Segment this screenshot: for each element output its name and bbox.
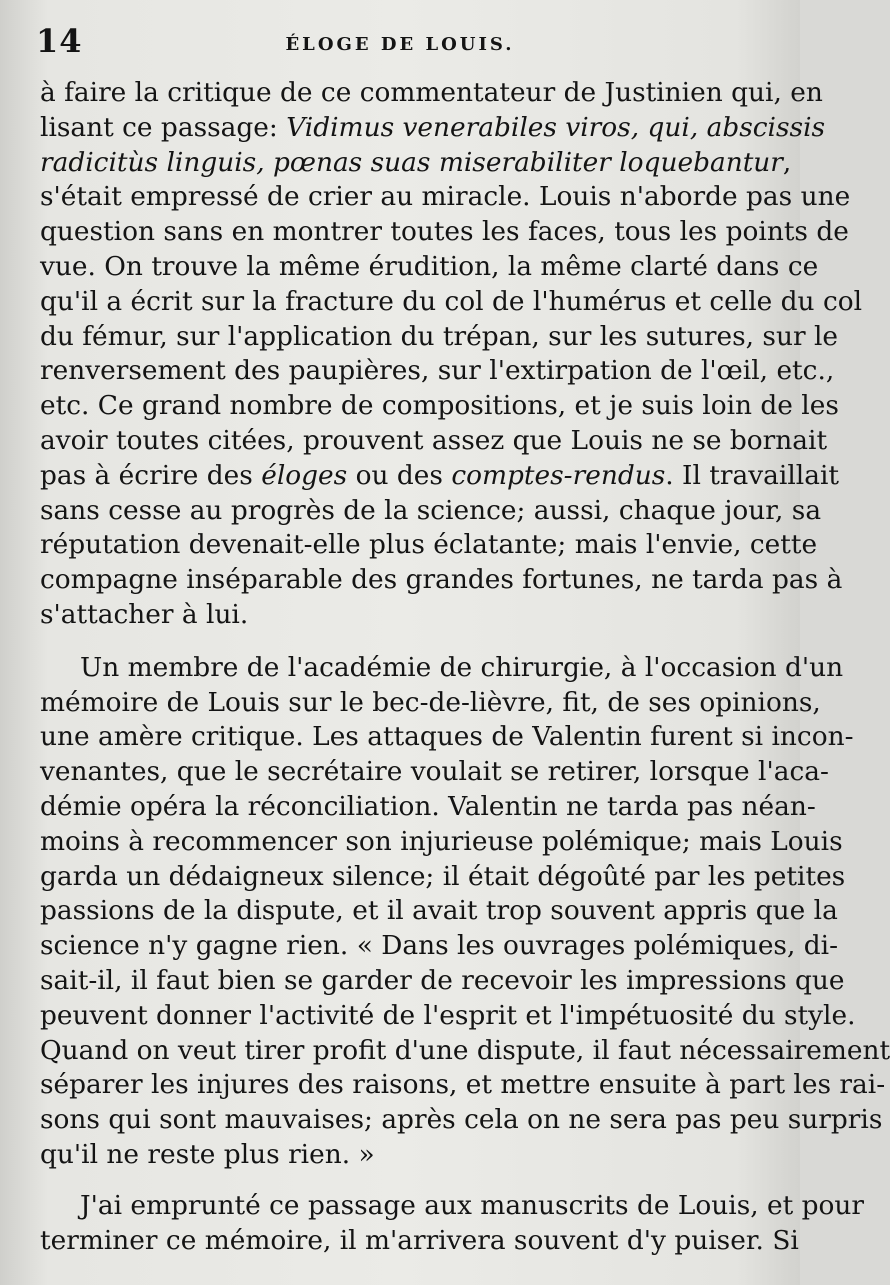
- body-text: [40, 76, 890, 1258]
- text-line: moins à recommencer son injurieuse polémique; mais Louis: [40, 825, 843, 857]
- text-line: sait-il, il faut bien se garder de recevoir les impressions que: [40, 964, 845, 996]
- text-line: s'était empressé de crier au miracle. Louis n'aborde pas une: [40, 181, 851, 213]
- text-line: terminer ce mémoire, il m'arrivera souvent d'y puiser. Si: [40, 1224, 799, 1256]
- text-line: s'attacher à lui.: [40, 598, 249, 630]
- text-line: séparer les injures des raisons, et mettre ensuite à part les rai-: [40, 1069, 886, 1101]
- latin-quote: Vidimus venerabiles viros, qui, abscissis: [286, 111, 826, 143]
- text-line: compagne inséparable des grandes fortunes, ne tarda pas à: [40, 564, 843, 596]
- text-line: etc. Ce grand nombre de compositions, et je suis loin de les: [40, 390, 839, 422]
- text-line: sons qui sont mauvaises; après cela on ne sera pas peu surpris: [40, 1104, 883, 1136]
- text-line: démie opéra la réconciliation. Valentin ne tarda pas néan-: [40, 790, 816, 822]
- text-line: vue. On trouve la même érudition, la même clarté dans ce: [40, 250, 819, 282]
- paragraph-3: [40, 1189, 865, 1259]
- text-line: science n'y gagne rien. « Dans les ouvrages polémiques, di-: [40, 930, 839, 962]
- text-line: passions de la dispute, et il avait trop souvent appris que la: [40, 895, 838, 927]
- text-line: avoir toutes citées, prouvent assez que Louis ne se bornait: [40, 424, 828, 456]
- text-line: mémoire de Louis sur le bec-de-lièvre, fit, de ses opinions,: [40, 686, 821, 718]
- latin-quote: radicitùs linguis, pœnas suas miserabiliter loquebantur: [40, 146, 783, 178]
- text-line: venantes, que le secrétaire voulait se retirer, lorsque l'aca-: [40, 756, 829, 788]
- text-line: Un membre de l'académie de chirurgie, à l'occasion d'un: [80, 651, 844, 683]
- text-line: lisant ce passage: Vidimus venerabiles viros, qui, abscissis: [40, 111, 826, 143]
- italic-term: éloges: [261, 459, 348, 491]
- text-line: à faire la critique de ce commentateur de Justinien qui, en: [40, 77, 823, 108]
- text-line: renversement des paupières, sur l'extirpation de l'œil, etc.,: [40, 355, 835, 387]
- text-line: Quand on veut tirer profit d'une dispute, il faut nécessairement: [40, 1034, 890, 1066]
- text-line: garda un dédaigneux silence; il était dégoûté par les petites: [40, 860, 846, 892]
- text-line: radicitùs linguis, pœnas suas miserabiliter loquebantur,: [40, 146, 792, 178]
- text-line: J'ai emprunté ce passage aux manuscrits de Louis, et pour: [80, 1189, 865, 1221]
- text-line: peuvent donner l'activité de l'esprit et l'impétuosité du style.: [40, 999, 856, 1031]
- text-line: qu'il a écrit sur la fracture du col de l'humérus et celle du col: [40, 285, 863, 317]
- text-line: pas à écrire des éloges ou des comptes-rendus. Il travaillait: [40, 459, 839, 491]
- text-line: question sans en montrer toutes les faces, tous les points de: [40, 216, 849, 248]
- page-header: [0, 22, 800, 62]
- page-number: 14: [36, 22, 83, 60]
- italic-term: comptes-rendus: [451, 459, 666, 491]
- text-line: une amère critique. Les attaques de Valentin furent si incon-: [40, 721, 854, 753]
- running-title: ÉLOGE DE LOUIS.: [285, 34, 515, 55]
- text-line: du fémur, sur l'application du trépan, sur les sutures, sur le: [40, 320, 839, 352]
- text-line: qu'il ne reste plus rien. »: [40, 1138, 375, 1170]
- paragraph-2: [40, 651, 890, 1173]
- text-line: sans cesse au progrès de la science; aussi, chaque jour, sa: [40, 494, 822, 526]
- paragraph-1: [40, 76, 863, 633]
- text-line: réputation devenait-elle plus éclatante; mais l'envie, cette: [40, 529, 818, 561]
